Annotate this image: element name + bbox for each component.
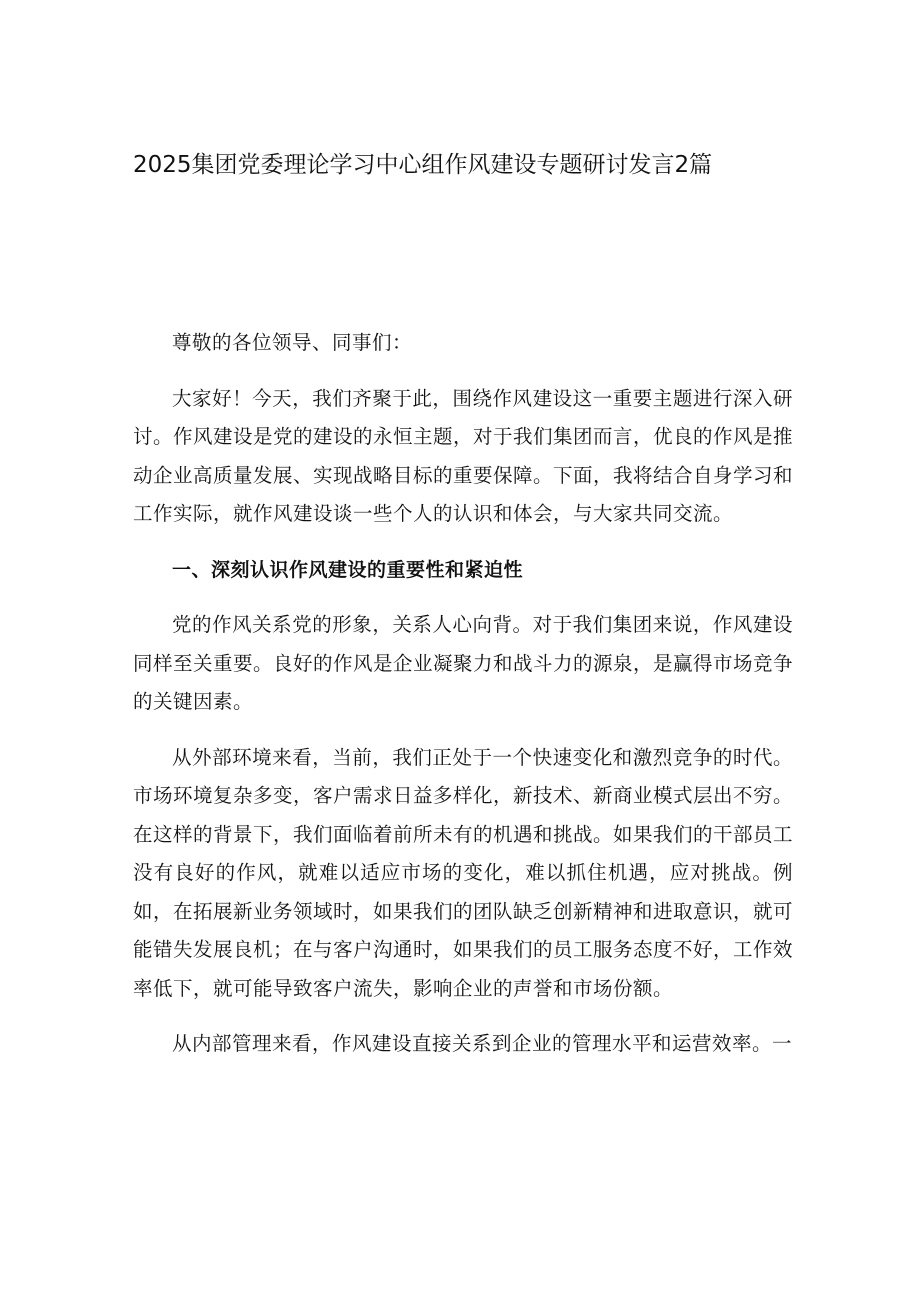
- document-title: 2025集团党委理论学习中心组作风建设专题研讨发言2篇: [133, 152, 713, 178]
- section-heading: 一、深刻认识作风建设的重要性和紧迫性: [172, 558, 524, 581]
- section-paragraph-3: 从内部管理来看，作风建设直接关系到企业的管理水平和运营效率。一: [172, 1032, 793, 1055]
- section-paragraph-1: 党的作风关系党的形象，关系人心向背。对于我们集团来说，作风建设同样至关重要。良好的作风是企业凝聚力和战斗力的源泉，是赢得市场竞争的关键因素。: [133, 613, 794, 713]
- salutation: 尊敬的各位领导、同事们：: [172, 331, 413, 354]
- section-paragraph-2: 从外部环境来看，当前，我们正处于一个快速变化和激烈竞争的时代。市场环境复杂多变，客户需求日益多样化，新技术、新商业模式层出不穷。在这样的背景下，我们面临着前所未有的机遇和挑战。如果我们的干部员工没有良好的作风，就难以适应市场的变化，难以抓住机遇，应对挑战。例如，在拓展新业务领域时，如果我们的团队缺乏创新精神和进取意识，就可能错失发展良机；在与客户沟通时，如果我们的员工服务态度不好，工作效率低下，就可能导致客户流失，影响企业的声誉和市场份额。: [133, 745, 794, 1000]
- document-body: [133, 324, 793, 1064]
- intro-paragraph: 大家好！今天，我们齐聚于此，围绕作风建设这一重要主题进行深入研讨。作风建设是党的建设的永恒主题，对于我们集团而言，优良的作风是推动企业高质量发展、实现战略目标的重要保障。下面，我将结合自身学习和工作实际，就作风建设谈一些个人的认识和体会，与大家共同交流。: [133, 386, 794, 525]
